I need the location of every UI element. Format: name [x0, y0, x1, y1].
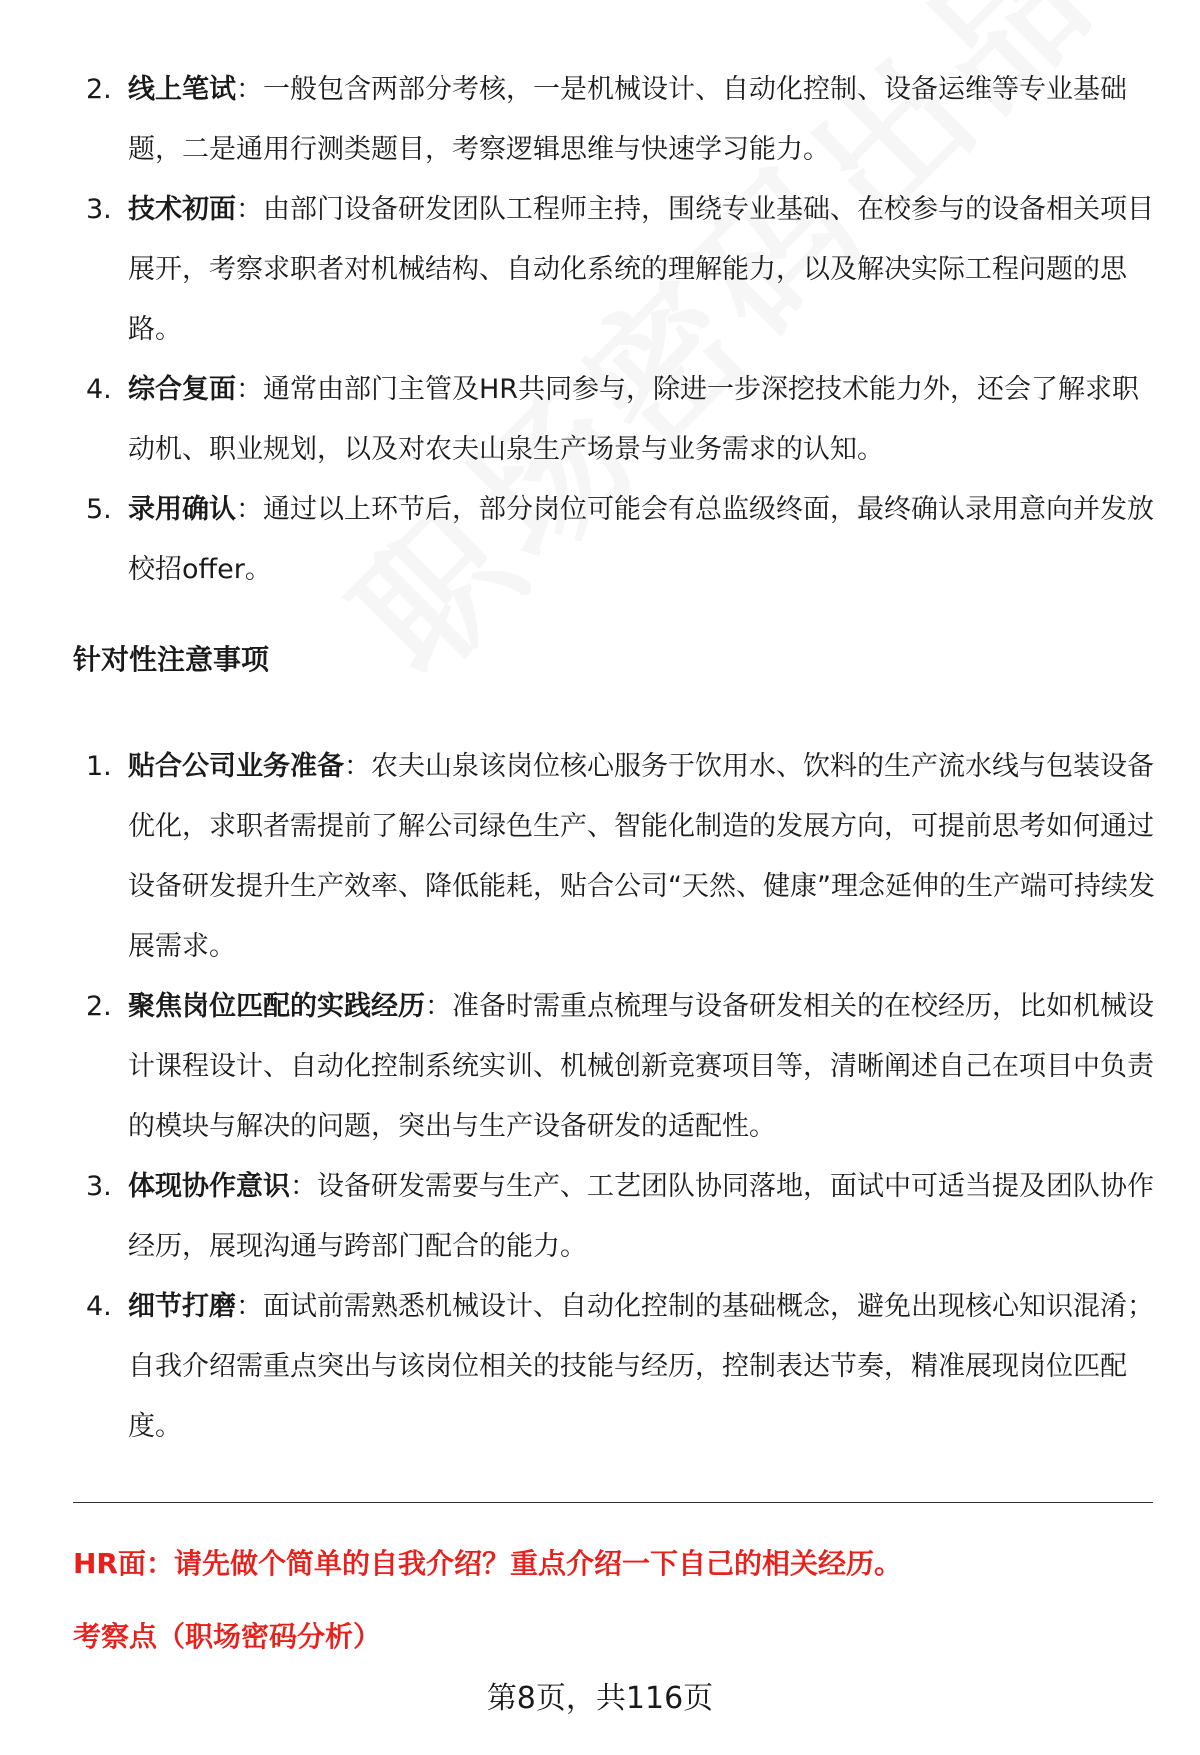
item-number: 5.	[86, 494, 112, 525]
item-keyword: 技术初面	[128, 194, 236, 225]
item-text: ：农夫山泉该岗位核心服务于饮用水、饮料的生产流水线与包装设备优化，求职者需提前了解公司绿色生产、智能化制造的发展方向，可提前思考如何通过设备研发提升生产效率、降低能耗，贴合公司“天然、健康”理念延伸的生产端可持续发展需求。	[128, 751, 1155, 962]
item-keyword: 聚焦岗位匹配的实践经历	[128, 991, 425, 1022]
item-text: ：设备研发需要与生产、工艺团队协同落地，面试中可适当提及团队协作经历，展现沟通与跨部门配合的能力。	[128, 1171, 1154, 1262]
item-keyword: 录用确认	[128, 494, 236, 525]
item-text: ：准备时需重点梳理与设备研发相关的在校经历，比如机械设计课程设计、自动化控制系统实训、机械创新竞赛项目等，清晰阐述自己在项目中负责的模块与解决的问题，突出与生产设备研发的适配性。	[128, 991, 1154, 1142]
item-text: ：一般包含两部分考核，一是机械设计、自动化控制、设备运维等专业基础题，二是通用行测类题目，考察逻辑思维与快速学习能力。	[128, 74, 1127, 165]
item-text: ：通常由部门主管及HR共同参与，除进一步深挖技术能力外，还会了解求职动机、职业规划，以及对农夫山泉生产场景与业务需求的认知。	[128, 374, 1140, 465]
item-keyword: 细节打磨	[128, 1291, 236, 1322]
list-item	[80, 977, 1160, 1157]
item-number: 3.	[86, 1171, 112, 1202]
analysis-heading: 考察点（职场密码分析）	[73, 1620, 382, 1653]
list-item	[80, 1157, 1160, 1277]
item-text: ：通过以上环节后，部分岗位可能会有总监级终面，最终确认录用意向并发放校招offer。	[128, 494, 1154, 585]
list-item	[80, 480, 1160, 600]
item-keyword: 综合复面	[128, 374, 236, 405]
recruitment-process-list	[80, 60, 1160, 600]
section-heading: 针对性注意事项	[73, 643, 270, 676]
item-text: ：由部门设备研发团队工程师主持，围绕专业基础、在校参与的设备相关项目展开，考察求职者对机械结构、自动化系统的理解能力，以及解决实际工程问题的思路。	[128, 194, 1154, 345]
item-number: 3.	[86, 194, 112, 225]
item-keyword: 贴合公司业务准备	[128, 751, 344, 782]
list-item	[80, 737, 1160, 977]
item-number: 4.	[86, 374, 112, 405]
item-number: 2.	[86, 74, 112, 105]
hr-question-heading: HR面：请先做个简单的自我介绍？重点介绍一下自己的相关经历。	[73, 1547, 902, 1580]
horizontal-divider	[73, 1502, 1153, 1503]
item-text: ：面试前需熟悉机械设计、自动化控制的基础概念，避免出现核心知识混淆；自我介绍需重点突出与该岗位相关的技能与经历，控制表达节奏，精准展现岗位匹配度。	[128, 1291, 1154, 1442]
item-number: 1.	[86, 751, 112, 782]
list-item	[80, 60, 1160, 180]
list-item	[80, 1277, 1160, 1457]
list-item	[80, 180, 1160, 360]
list-item	[80, 360, 1160, 480]
item-keyword: 体现协作意识	[128, 1171, 290, 1202]
page-number-footer: 第8页，共116页	[486, 1681, 714, 1716]
item-keyword: 线上笔试	[128, 74, 236, 105]
tips-list	[80, 737, 1160, 1457]
item-number: 2.	[86, 991, 112, 1022]
item-number: 4.	[86, 1291, 112, 1322]
